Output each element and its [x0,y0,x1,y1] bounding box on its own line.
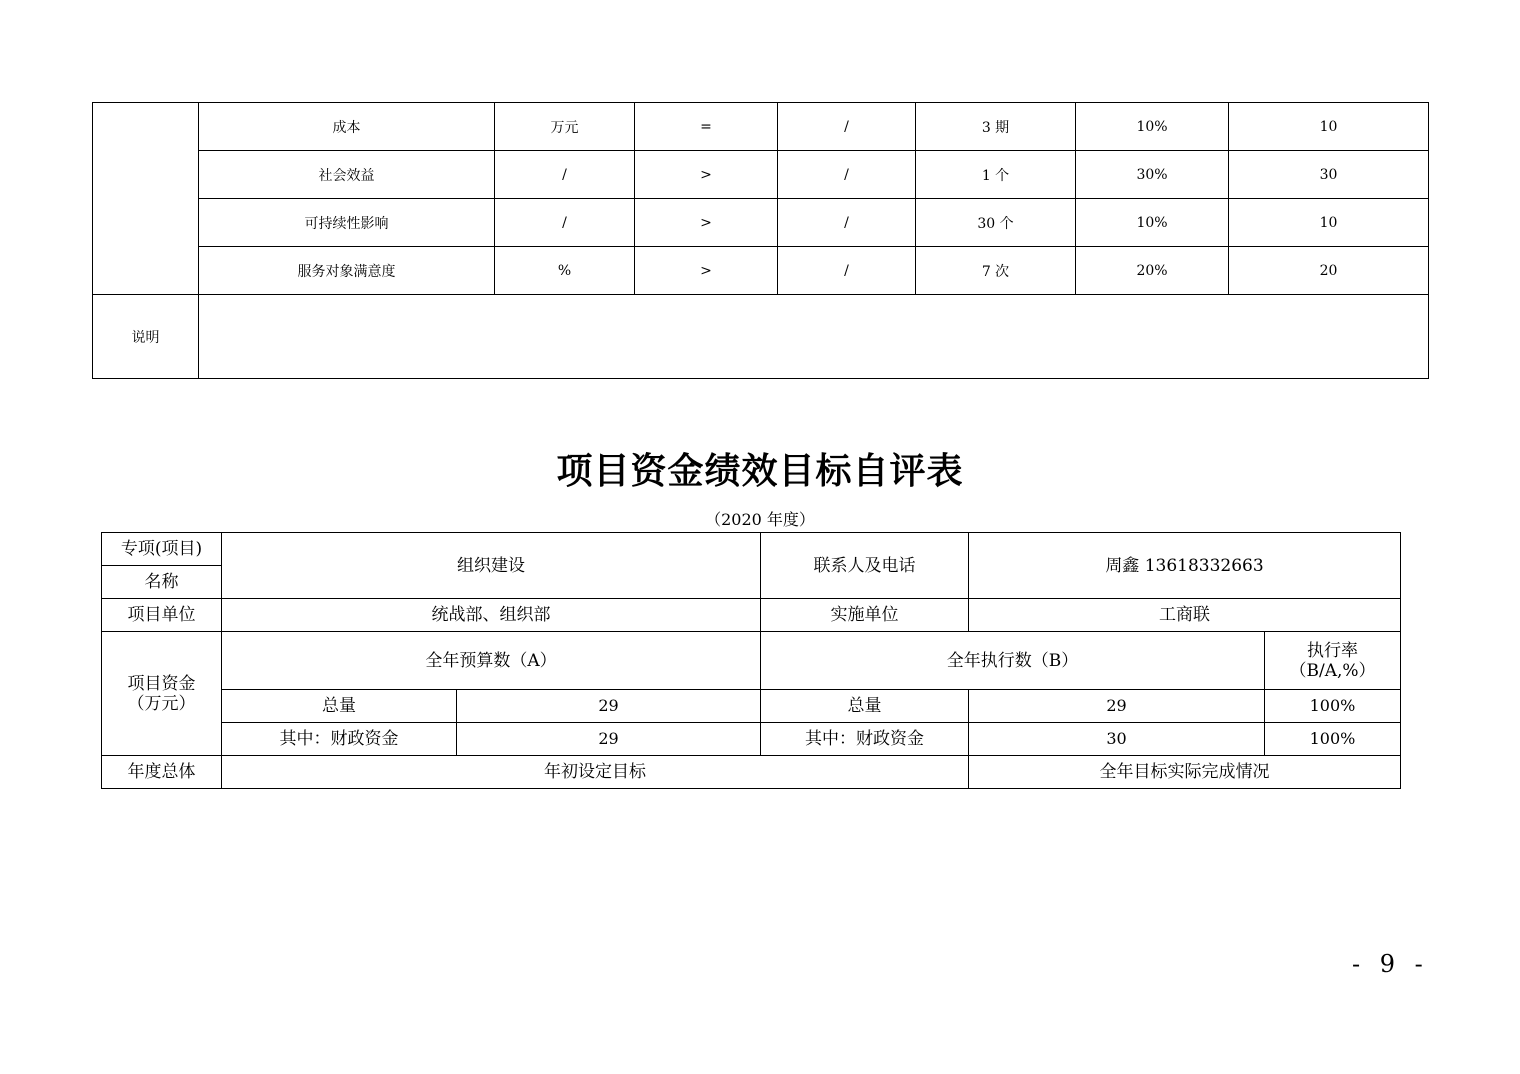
fiscal-exec-label: 其中：财政资金 [761,723,969,756]
page-subtitle: （2020 年度） [705,510,815,529]
project-label: 名称 [102,566,222,599]
unit-cell: % [495,247,635,295]
score-cell: 30 [1229,151,1429,199]
fiscal-exec: 30 [969,723,1265,756]
budget-header: 全年预算数（A） [222,632,761,690]
page-title: 项目资金绩效目标自评表 [556,450,964,492]
actual-completion-header: 全年目标实际完成情况 [969,756,1401,789]
fiscal-rate: 100% [1265,723,1401,756]
execution-header: 全年执行数（B） [761,632,1265,690]
table-row [102,723,1401,756]
note-label: 说明 [93,295,199,379]
weight-cell: 10% [1076,103,1229,151]
unit-value: 统战部、组织部 [222,599,761,632]
indicator-table [92,102,1429,379]
indicator-cell: 可持续性影响 [199,199,495,247]
table-row [102,756,1401,789]
funds-label-line: 项目资金 [127,673,196,694]
unit-cell: 万元 [495,103,635,151]
score-cell: 10 [1229,199,1429,247]
table-row [102,599,1401,632]
target-cell: 3 期 [916,103,1076,151]
annual-label: 年度总体 [102,756,222,789]
indicator-cell: 成本 [199,103,495,151]
unit-label: 项目单位 [102,599,222,632]
rate-header-line: （B/A,%） [1289,660,1376,681]
previous-value-cell: / [778,247,916,295]
project-name: 组织建设 [222,533,761,599]
indicator-cell: 社会效益 [199,151,495,199]
total-rate: 100% [1265,690,1401,723]
indicator-cell: 服务对象满意度 [199,247,495,295]
rate-header-line: 执行率 [1307,640,1358,661]
funds-label [102,632,222,756]
self-evaluation-table [101,532,1401,789]
table-row [93,199,1429,247]
project-label: 专项(项目) [102,533,222,566]
implementing-unit-value: 工商联 [969,599,1401,632]
initial-goal-header: 年初设定目标 [222,756,969,789]
unit-cell: / [495,151,635,199]
fiscal-label: 其中：财政资金 [222,723,457,756]
implementing-unit-label: 实施单位 [761,599,969,632]
table-row [93,103,1429,151]
total-label: 总量 [222,690,457,723]
contact-label: 联系人及电话 [761,533,969,599]
target-cell: 30 个 [916,199,1076,247]
unit-cell: / [495,199,635,247]
table-row [102,632,1401,690]
page-number: - 9 - [1352,950,1429,978]
previous-value-cell: / [778,103,916,151]
weight-cell: 20% [1076,247,1229,295]
total-exec-label: 总量 [761,690,969,723]
previous-value-cell: / [778,151,916,199]
score-cell: 20 [1229,247,1429,295]
total-budget: 29 [457,690,761,723]
fiscal-budget: 29 [457,723,761,756]
operator-cell: > [635,151,778,199]
operator-cell: = [635,103,778,151]
category-cell [93,103,199,295]
operator-cell: > [635,247,778,295]
target-cell: 7 次 [916,247,1076,295]
operator-cell: > [635,199,778,247]
table-row [102,533,1401,566]
table-row [93,247,1429,295]
weight-cell: 10% [1076,199,1229,247]
score-cell: 10 [1229,103,1429,151]
note-value [199,295,1429,379]
table-row [93,151,1429,199]
contact-value: 周鑫 13618332663 [969,533,1401,599]
weight-cell: 30% [1076,151,1229,199]
note-row [93,295,1429,379]
table-row [102,690,1401,723]
target-cell: 1 个 [916,151,1076,199]
funds-label-line: （万元） [127,693,196,714]
previous-value-cell: / [778,199,916,247]
total-exec: 29 [969,690,1265,723]
rate-header [1265,632,1401,690]
